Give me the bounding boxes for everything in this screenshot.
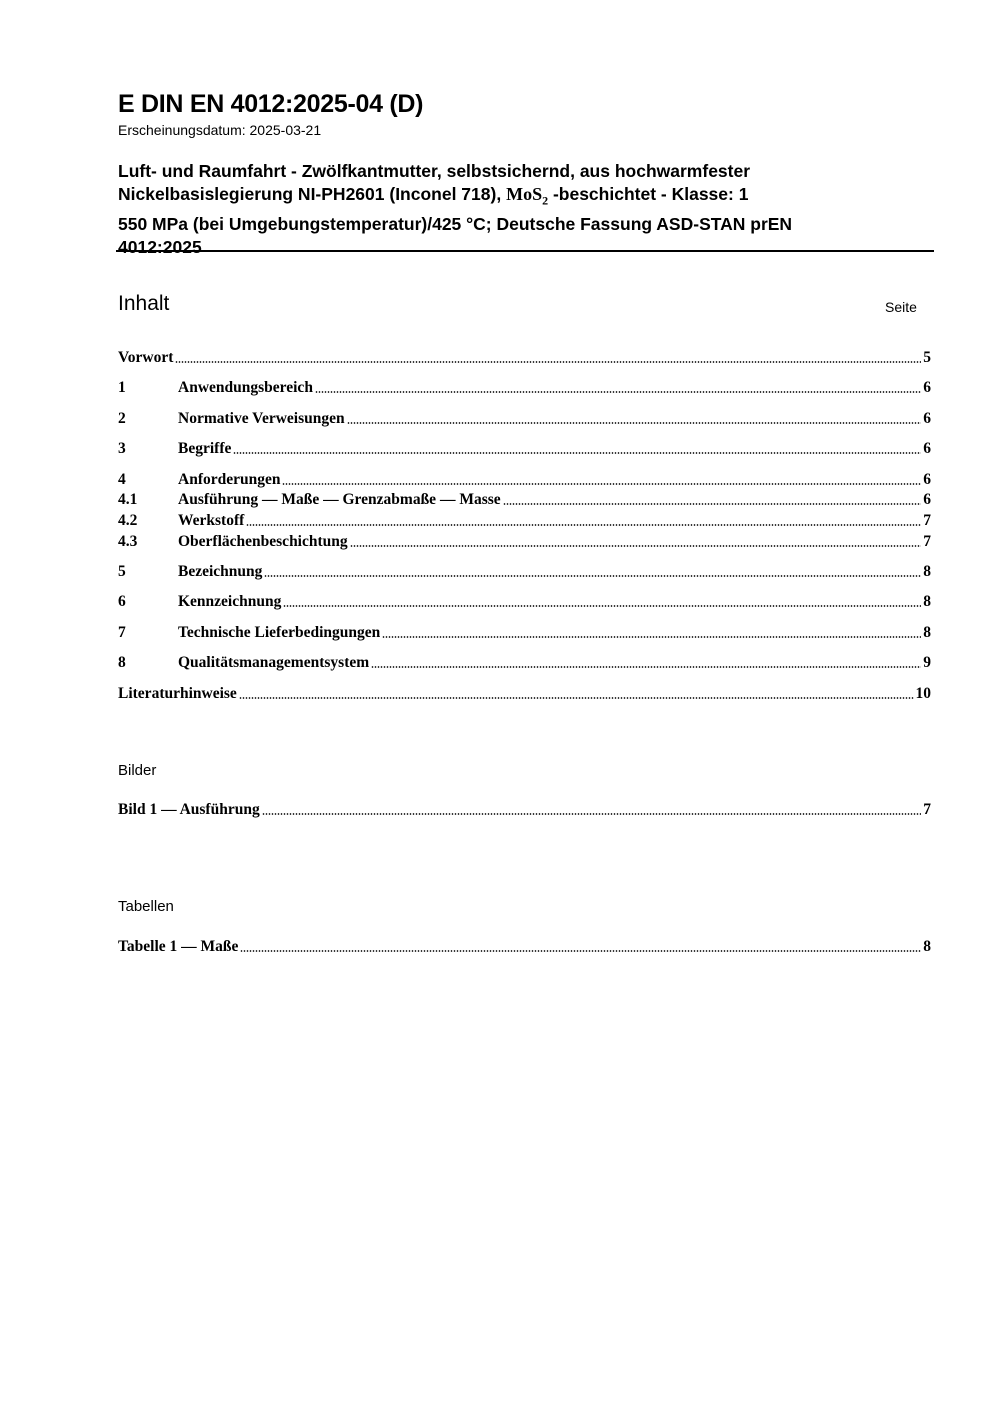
toc-entry-label: Ausführung — Maße — Grenzabmaße — Masse [178, 491, 501, 508]
toc-entry-number: 2 [118, 410, 126, 427]
chemical-formula [506, 184, 549, 208]
dot-leader [262, 813, 922, 815]
toc-entry-page: 6 [923, 471, 931, 488]
toc-entry-label: Begriffe [178, 440, 232, 457]
title-line-3: 550 MPa (bei Umgebungstemperatur)/425 °C; Deutsche Fassung ASD-STAN prEN [118, 213, 793, 234]
toc-entry-page: 6 [923, 379, 931, 396]
toc-entry-page: 7 [923, 512, 931, 529]
dot-leader [246, 524, 921, 526]
toc-entry-page: 8 [923, 593, 931, 610]
toc-entry-page: 9 [923, 654, 931, 671]
toc-entry-label: Anwendungsbereich [178, 379, 313, 396]
dot-leader [233, 452, 921, 454]
dot-leader [347, 422, 922, 424]
toc-entry-4-2[interactable] [118, 510, 931, 530]
title-line-1: Luft- und Raumfahrt - Zwölfkantmutter, selbstsichernd, aus hochwarmfester [118, 161, 751, 181]
figures-heading: Bilder [118, 762, 157, 779]
toc-entry-page: 6 [923, 440, 931, 457]
dot-leader [371, 666, 921, 668]
toc-entry-page: 8 [923, 563, 931, 580]
title-divider [116, 250, 934, 252]
formula-subscript: 2 [542, 193, 549, 208]
toc-entry-4-3[interactable] [118, 531, 931, 551]
title-line-2-text: Nickelbasislegierung NI-PH2601 (Inconel 718), [118, 184, 502, 204]
toc-entry-page: 5 [923, 349, 931, 366]
toc-entry-8[interactable] [118, 652, 931, 672]
toc-entry-number: 4.2 [118, 512, 138, 529]
dot-leader [503, 503, 922, 505]
formula-main: MoS [506, 184, 543, 204]
toc-entry-3[interactable] [118, 438, 931, 458]
table-entry-1[interactable] [118, 936, 931, 956]
toc-entry-page: 6 [923, 410, 931, 427]
dot-leader [283, 605, 921, 607]
toc-entry-number: 8 [118, 654, 126, 671]
table-entry-label: Tabelle 1 — Maße [118, 938, 239, 955]
toc-entry-label: Werkstoff [178, 512, 245, 529]
title-line-4: 4012:2025 [118, 236, 202, 257]
tables-heading: Tabellen [118, 898, 174, 915]
toc-entry-number: 4.3 [118, 533, 138, 550]
toc-entry-page: 8 [923, 624, 931, 641]
title-line-2-rest: -beschichtet - Klasse: 1 [552, 184, 749, 204]
toc-entry-number: 3 [118, 440, 126, 457]
document-title [118, 160, 930, 259]
table-entry-page: 8 [923, 938, 931, 955]
toc-entry-label: Normative Verweisungen [178, 410, 345, 427]
toc-entry-label: Anforderungen [178, 471, 281, 488]
toc-entry-number: 5 [118, 563, 126, 580]
toc-entry-4-1[interactable] [118, 489, 931, 509]
dot-leader [350, 545, 922, 547]
toc-entry-vorwort[interactable] [118, 347, 931, 367]
figure-entry-page: 7 [923, 801, 931, 818]
toc-entry-6[interactable] [118, 591, 931, 611]
dot-leader [382, 636, 921, 638]
dot-leader [175, 361, 921, 363]
page-column-heading: Seite [885, 299, 917, 315]
toc-entry-page: 6 [923, 491, 931, 508]
toc-entry-page: 10 [915, 685, 931, 702]
toc-entry-number: 4.1 [118, 491, 138, 508]
toc-entry-label: Vorwort [118, 349, 174, 366]
toc-entry-1[interactable] [118, 377, 931, 397]
toc-entry-literaturhinweise[interactable] [118, 683, 931, 703]
publication-date: Erscheinungsdatum: 2025-03-21 [118, 122, 322, 138]
dot-leader [315, 391, 921, 393]
dot-leader [239, 697, 914, 699]
toc-entry-label: Kennzeichnung [178, 593, 282, 610]
toc-entry-number: 7 [118, 624, 126, 641]
toc-entry-label: Technische Lieferbedingungen [178, 624, 381, 641]
toc-heading: Inhalt [118, 292, 170, 315]
figure-entry-label: Bild 1 — Ausführung [118, 801, 260, 818]
title-line-2 [118, 183, 930, 213]
toc-entry-number: 6 [118, 593, 126, 610]
dot-leader [282, 483, 921, 485]
dot-leader [264, 575, 921, 577]
toc-entry-label: Bezeichnung [178, 563, 263, 580]
toc-entry-7[interactable] [118, 622, 931, 642]
document-id: E DIN EN 4012:2025-04 (D) [118, 90, 424, 118]
dot-leader [240, 950, 921, 952]
toc-entry-page: 7 [923, 533, 931, 550]
toc-entry-label: Oberflächenbeschichtung [178, 533, 348, 550]
toc-entry-2[interactable] [118, 408, 931, 428]
toc-entry-number: 1 [118, 379, 126, 396]
toc-entry-number: 4 [118, 471, 126, 488]
figure-entry-1[interactable] [118, 799, 931, 819]
toc-entry-label: Qualitätsmanagementsystem [178, 654, 370, 671]
toc-entry-5[interactable] [118, 561, 931, 581]
toc-entry-4[interactable] [118, 469, 931, 489]
toc-entry-label: Literaturhinweise [118, 685, 237, 702]
